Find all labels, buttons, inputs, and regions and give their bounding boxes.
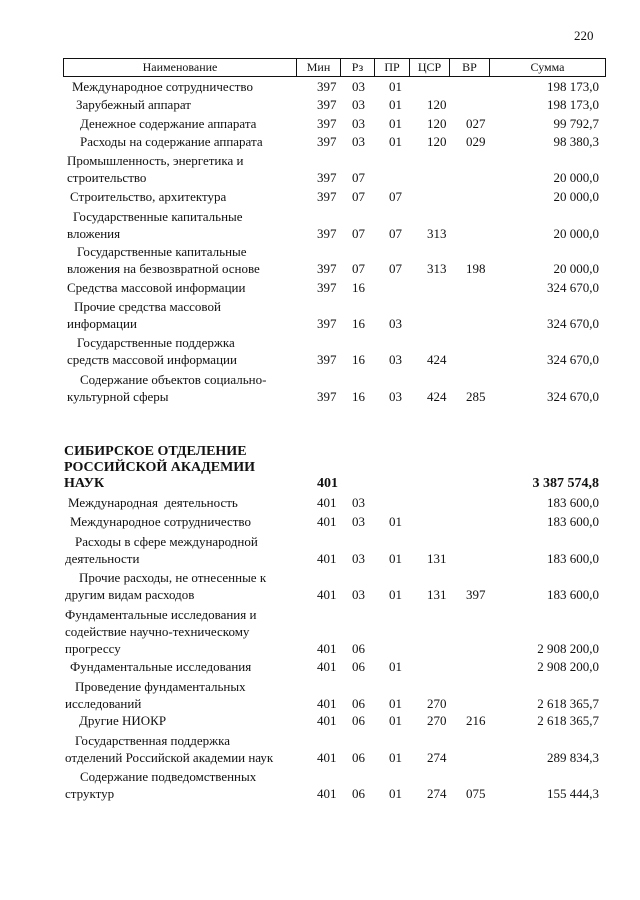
- row-name-line: Содержание объектов социально-: [80, 372, 267, 387]
- row-name: [70, 513, 310, 530]
- cell-sum: 183 600,0: [547, 495, 599, 510]
- cell-pr: 01: [389, 786, 402, 801]
- cell-pr: 01: [389, 659, 402, 674]
- cell-csr: 313: [427, 261, 447, 276]
- cell-pr: 01: [389, 79, 402, 94]
- cell-min: 397: [317, 97, 337, 112]
- cell-sum: 20 000,0: [553, 189, 599, 204]
- cell-sum: 2 908 200,0: [537, 659, 599, 674]
- row-name: [80, 115, 320, 132]
- cell-min: 397: [317, 261, 337, 276]
- row-name-line: содействие научно-техническому: [65, 624, 250, 639]
- row-name-line: вложения: [67, 226, 121, 241]
- cell-pr: 01: [389, 587, 402, 602]
- row-name: [65, 606, 305, 657]
- column-header-min: Мин: [297, 59, 341, 76]
- row-name-line: деятельности: [65, 551, 140, 566]
- row-name: [70, 188, 310, 205]
- cell-vr: 029: [466, 134, 486, 149]
- cell-rz: 16: [352, 316, 365, 331]
- cell-csr: 120: [427, 97, 447, 112]
- section-heading-line: НАУК: [64, 476, 105, 491]
- cell-sum: 20 000,0: [553, 226, 599, 241]
- cell-sum: 324 670,0: [547, 389, 599, 404]
- cell-min: 401: [317, 713, 337, 728]
- row-name-line: прогрессу: [65, 641, 121, 656]
- column-header-sum: Сумма: [530, 60, 565, 74]
- row-name-line: Денежное содержание аппарата: [80, 116, 257, 131]
- row-name: [67, 334, 307, 368]
- row-name-line: Государственные капитальные: [73, 209, 243, 224]
- page-number: 220: [574, 28, 594, 43]
- cell-csr: 120: [427, 116, 447, 131]
- cell-rz: 16: [352, 389, 365, 404]
- cell-rz: 06: [352, 750, 365, 765]
- row-name-line: Международное сотрудничество: [72, 79, 253, 94]
- cell-sum: 20 000,0: [553, 170, 599, 185]
- column-header-name: Наименование: [64, 59, 297, 76]
- cell-min: 397: [317, 189, 337, 204]
- row-name-line: Прочие средства массовой: [74, 299, 221, 314]
- section-heading-line: СИБИРСКОЕ ОТДЕЛЕНИЕ: [64, 444, 247, 459]
- cell-sum: 99 792,7: [553, 116, 599, 131]
- cell-vr: 285: [466, 389, 486, 404]
- row-name-line: средств массовой информации: [67, 352, 237, 367]
- cell-rz: 06: [352, 641, 365, 656]
- row-name-line: другим видам расходов: [65, 587, 195, 602]
- row-name-line: Промышленность, энергетика и: [67, 153, 244, 168]
- cell-csr: 274: [427, 750, 447, 765]
- row-name: [79, 712, 319, 729]
- cell-sum: 289 834,3: [547, 750, 599, 765]
- cell-pr: 01: [389, 134, 402, 149]
- cell-csr: 131: [427, 587, 447, 602]
- cell-rz: 16: [352, 352, 365, 367]
- cell-rz: 06: [352, 659, 365, 674]
- cell-sum: 2 908 200,0: [537, 641, 599, 656]
- row-name: [67, 152, 307, 186]
- cell-min: 401: [317, 476, 338, 491]
- cell-min: 401: [317, 786, 337, 801]
- cell-pr: 01: [389, 116, 402, 131]
- row-name: [72, 78, 312, 95]
- cell-rz: 03: [352, 134, 365, 149]
- cell-min: 401: [317, 750, 337, 765]
- cell-vr: 216: [466, 713, 486, 728]
- row-name: [76, 96, 316, 113]
- cell-pr: 01: [389, 514, 402, 529]
- row-name-line: Другие НИОКР: [79, 713, 167, 728]
- row-name: [67, 371, 307, 405]
- cell-min: 401: [317, 495, 337, 510]
- cell-rz: 03: [352, 97, 365, 112]
- cell-vr: 397: [466, 587, 486, 602]
- row-name-line: Расходы в сфере международной: [75, 534, 258, 549]
- cell-pr: 07: [389, 226, 402, 241]
- row-name-line: Прочие расходы, не отнесенные к: [79, 570, 267, 585]
- row-name-line: Строительство, архитектура: [70, 189, 227, 204]
- row-name-line: Проведение фундаментальных: [75, 679, 246, 694]
- row-name-line: Международное сотрудничество: [70, 514, 251, 529]
- cell-sum: 324 670,0: [547, 280, 599, 295]
- row-name-line: Международная деятельность: [68, 495, 238, 510]
- cell-pr: 07: [389, 261, 402, 276]
- cell-rz: 07: [352, 226, 365, 241]
- cell-pr: 01: [389, 713, 402, 728]
- cell-sum: 198 173,0: [547, 97, 599, 112]
- row-name-line: культурной сферы: [67, 389, 169, 404]
- cell-csr: 424: [427, 389, 447, 404]
- cell-rz: 07: [352, 170, 365, 185]
- row-name-line: Расходы на содержание аппарата: [80, 134, 263, 149]
- row-name-line: Зарубежный аппарат: [76, 97, 191, 112]
- row-name-line: Средства массовой информации: [67, 280, 246, 295]
- cell-sum: 198 173,0: [547, 79, 599, 94]
- cell-sum: 324 670,0: [547, 316, 599, 331]
- cell-min: 397: [317, 170, 337, 185]
- cell-sum: 183 600,0: [547, 514, 599, 529]
- row-name-line: структур: [65, 786, 115, 801]
- cell-sum: 155 444,3: [547, 786, 599, 801]
- cell-min: 401: [317, 696, 337, 711]
- column-header-pr: ПР: [375, 59, 410, 76]
- cell-csr: 270: [427, 713, 447, 728]
- cell-min: 401: [317, 551, 337, 566]
- cell-pr: 03: [389, 352, 402, 367]
- row-name: [67, 243, 307, 277]
- cell-vr: 027: [466, 116, 486, 131]
- cell-rz: 07: [352, 261, 365, 276]
- cell-csr: 120: [427, 134, 447, 149]
- cell-rz: 03: [352, 551, 365, 566]
- cell-sum: 2 618 365,7: [537, 696, 599, 711]
- cell-min: 401: [317, 514, 337, 529]
- cell-min: 397: [317, 316, 337, 331]
- row-name: [67, 208, 307, 242]
- row-name: [67, 298, 307, 332]
- cell-pr: 01: [389, 551, 402, 566]
- cell-csr: 313: [427, 226, 447, 241]
- cell-sum: 3 387 574,8: [532, 476, 599, 491]
- row-name-line: исследований: [65, 696, 142, 711]
- cell-pr: 03: [389, 389, 402, 404]
- row-name: [65, 569, 305, 603]
- cell-sum: 183 600,0: [547, 587, 599, 602]
- cell-pr: 01: [389, 750, 402, 765]
- cell-rz: 03: [352, 514, 365, 529]
- cell-sum: 20 000,0: [553, 261, 599, 276]
- cell-pr: 07: [389, 189, 402, 204]
- cell-csr: 131: [427, 551, 447, 566]
- row-name: [65, 768, 305, 802]
- row-name-line: Государственные поддержка: [77, 335, 235, 350]
- row-name-line: строительство: [67, 170, 147, 185]
- cell-pr: 01: [389, 97, 402, 112]
- cell-pr: 01: [389, 696, 402, 711]
- section-heading: [64, 444, 304, 492]
- cell-rz: 16: [352, 280, 365, 295]
- row-name-line: Государственные капитальные: [77, 244, 247, 259]
- cell-min: 401: [317, 659, 337, 674]
- row-name-line: Государственная поддержка: [75, 733, 231, 748]
- column-header-vr: ВР: [450, 59, 490, 76]
- cell-sum: 2 618 365,7: [537, 713, 599, 728]
- section-heading-line: РОССИЙСКОЙ АКАДЕМИИ: [64, 460, 256, 475]
- column-header-rz: Рз: [341, 59, 375, 76]
- cell-rz: 06: [352, 786, 365, 801]
- row-name-line: Содержание подведомственных: [80, 769, 257, 784]
- cell-min: 397: [317, 280, 337, 295]
- cell-min: 397: [317, 134, 337, 149]
- cell-rz: 07: [352, 189, 365, 204]
- cell-min: 397: [317, 352, 337, 367]
- cell-rz: 03: [352, 79, 365, 94]
- cell-rz: 03: [352, 587, 365, 602]
- row-name-line: отделений Российской академии наук: [65, 750, 274, 765]
- cell-sum: 183 600,0: [547, 551, 599, 566]
- row-name-line: Фундаментальные исследования: [70, 659, 252, 674]
- cell-min: 397: [317, 226, 337, 241]
- cell-sum: 324 670,0: [547, 352, 599, 367]
- row-name-line: вложения на безвозвратной основе: [67, 261, 260, 276]
- row-name: [70, 658, 310, 675]
- row-name-line: информации: [67, 316, 137, 331]
- cell-vr: 198: [466, 261, 486, 276]
- cell-sum: 98 380,3: [553, 134, 599, 149]
- cell-rz: 06: [352, 696, 365, 711]
- cell-min: 401: [317, 641, 337, 656]
- column-header-csr: ЦСР: [410, 59, 450, 76]
- cell-min: 397: [317, 79, 337, 94]
- cell-csr: 270: [427, 696, 447, 711]
- cell-csr: 274: [427, 786, 447, 801]
- row-name: [65, 533, 305, 567]
- cell-min: 401: [317, 587, 337, 602]
- cell-min: 397: [317, 116, 337, 131]
- cell-vr: 075: [466, 786, 486, 801]
- cell-rz: 06: [352, 713, 365, 728]
- cell-pr: 03: [389, 316, 402, 331]
- row-name: [80, 133, 320, 150]
- row-name: [65, 678, 305, 712]
- row-name: [65, 732, 305, 766]
- row-name: [67, 279, 307, 296]
- cell-min: 397: [317, 389, 337, 404]
- row-name-line: Фундаментальные исследования и: [65, 607, 257, 622]
- row-name: [68, 494, 308, 511]
- cell-rz: 03: [352, 116, 365, 131]
- cell-rz: 03: [352, 495, 365, 510]
- cell-csr: 424: [427, 352, 447, 367]
